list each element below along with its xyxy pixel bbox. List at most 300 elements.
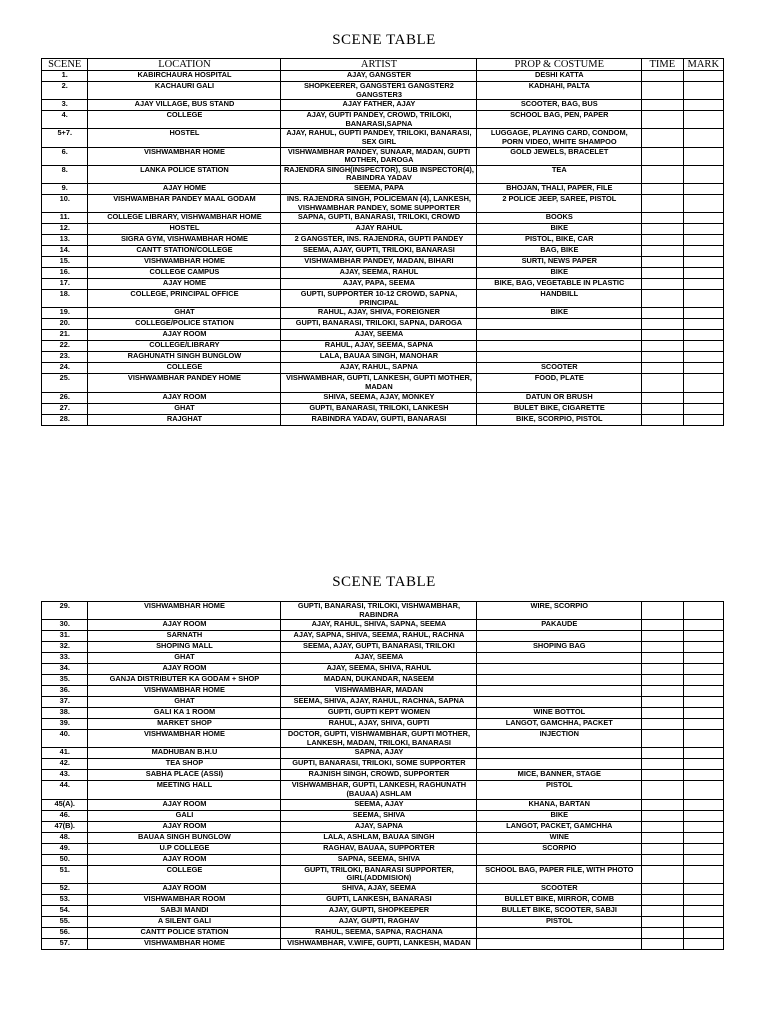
prop-costume-cell (477, 759, 642, 770)
location-cell: SABHA PLACE (ASSI) (88, 770, 281, 781)
artist-cell: INS. RAJENDRA SINGH, POLICEMAN (4), LANKESH, VISHWAMBHAR PANDEY, SOME SUPPORTER (281, 194, 477, 212)
location-cell: COLLEGE (88, 363, 281, 374)
prop-costume-cell: BULLET BIKE, MIRROR, COMB (477, 894, 642, 905)
location-cell: CANTT STATION/COLLEGE (88, 246, 281, 257)
time-cell (642, 810, 683, 821)
mark-cell (683, 843, 723, 854)
artist-cell: VISHWAMBHAR PANDEY, SUNAAR, MADAN, GUPTI MOTHER, DAROGA (281, 147, 477, 165)
location-cell: HOSTEL (88, 129, 281, 147)
prop-costume-cell: BIKE, BAG, VEGETABLE IN PLASTIC (477, 279, 642, 290)
prop-costume-cell (477, 631, 642, 642)
table-row (42, 810, 724, 821)
location-cell: COLLEGE LIBRARY, VISHWAMBHAR HOME (88, 213, 281, 224)
mark-cell (683, 642, 723, 653)
scene-number-cell: 34. (42, 664, 88, 675)
time-cell (642, 620, 683, 631)
table-row (42, 71, 724, 82)
time-cell (642, 246, 683, 257)
table-row (42, 854, 724, 865)
location-cell: VISHWAMBHAR HOME (88, 257, 281, 268)
mark-cell (683, 279, 723, 290)
scene-number-cell: 57. (42, 938, 88, 949)
time-cell (642, 403, 683, 414)
table-row (42, 183, 724, 194)
time-cell (642, 730, 683, 748)
prop-costume-cell: SCHOOL BAG, PEN, PAPER (477, 111, 642, 129)
artist-cell: AJAY, SEEMA (281, 653, 477, 664)
location-cell: AJAY ROOM (88, 854, 281, 865)
mark-cell (683, 854, 723, 865)
mark-cell (683, 883, 723, 894)
mark-cell (683, 392, 723, 403)
artist-cell: AJAY, GUPTI, RAGHAV (281, 916, 477, 927)
location-cell: KACHAURI GALI (88, 82, 281, 100)
table-row (42, 147, 724, 165)
scene-number-cell: 27. (42, 403, 88, 414)
location-cell: SARNATH (88, 631, 281, 642)
prop-costume-cell: SHOPING BAG (477, 642, 642, 653)
mark-cell (683, 927, 723, 938)
scene-number-cell: 9. (42, 183, 88, 194)
prop-costume-cell (477, 352, 642, 363)
artist-cell: RABINDRA YADAV, GUPTI, BANARASI (281, 414, 477, 425)
location-cell: TEA SHOP (88, 759, 281, 770)
mark-cell (683, 82, 723, 100)
scene-number-cell: 39. (42, 719, 88, 730)
table-row (42, 620, 724, 631)
artist-cell: AJAY, SEEMA (281, 330, 477, 341)
table-row (42, 894, 724, 905)
table-row (42, 770, 724, 781)
time-cell (642, 821, 683, 832)
location-cell: VISHWAMBHAR HOME (88, 938, 281, 949)
table-row (42, 129, 724, 147)
prop-costume-cell (477, 675, 642, 686)
table-row (42, 938, 724, 949)
table-row (42, 341, 724, 352)
time-cell (642, 224, 683, 235)
scene-number-cell: 22. (42, 341, 88, 352)
scene-number-cell: 50. (42, 854, 88, 865)
time-cell (642, 414, 683, 425)
table-row (42, 631, 724, 642)
scene-number-cell: 16. (42, 268, 88, 279)
location-cell: VISHWAMBHAR ROOM (88, 894, 281, 905)
artist-cell: RAGHAV, BAUAA, SUPPORTER (281, 843, 477, 854)
mark-cell (683, 363, 723, 374)
scene-number-cell: 5+7. (42, 129, 88, 147)
time-cell (642, 111, 683, 129)
artist-cell: DOCTOR, GUPTI, VISHWAMBHAR, GUPTI MOTHER, LANKESH, MADAN, TRILOKI, BANARASI (281, 730, 477, 748)
artist-cell: AJAY, SAPNA (281, 821, 477, 832)
artist-cell: AJAY, GUPTI, SHOPKEEPER (281, 905, 477, 916)
scene-number-cell: 13. (42, 235, 88, 246)
table-row (42, 708, 724, 719)
artist-cell: AJAY, PAPA, SEEMA (281, 279, 477, 290)
mark-cell (683, 165, 723, 183)
table-row (42, 111, 724, 129)
scene-number-cell: 37. (42, 697, 88, 708)
prop-costume-cell: MICE, BANNER, STAGE (477, 770, 642, 781)
table-row (42, 916, 724, 927)
table-row (42, 799, 724, 810)
mark-cell (683, 374, 723, 392)
mark-cell (683, 268, 723, 279)
scene-number-cell: 8. (42, 165, 88, 183)
scene-number-cell: 45(A). (42, 799, 88, 810)
artist-cell: VISHWAMBHAR, V.WIFE, GUPTI, LANKESH, MADAN (281, 938, 477, 949)
time-cell (642, 927, 683, 938)
artist-cell: VISHWAMBHAR, MADAN (281, 686, 477, 697)
scene-number-cell: 56. (42, 927, 88, 938)
artist-cell: RAJNISH SINGH, CROWD, SUPPORTER (281, 770, 477, 781)
mark-cell (683, 686, 723, 697)
mark-cell (683, 352, 723, 363)
scene-number-cell: 32. (42, 642, 88, 653)
scene-number-cell: 24. (42, 363, 88, 374)
table-row (42, 664, 724, 675)
scene-number-cell: 28. (42, 414, 88, 425)
artist-cell: VISHWAMBHAR PANDEY, MADAN, BIHARI (281, 257, 477, 268)
prop-costume-cell: LANGOT, GAMCHHA, PACKET (477, 719, 642, 730)
table-row (42, 319, 724, 330)
scene-number-cell: 44. (42, 781, 88, 799)
table-row (42, 308, 724, 319)
scene-table (41, 601, 724, 950)
header-mark: MARK (683, 59, 723, 71)
header-scene: SCENE (42, 59, 88, 71)
location-cell: VISHWAMBHAR PANDEY HOME (88, 374, 281, 392)
time-cell (642, 905, 683, 916)
scene-number-cell: 52. (42, 883, 88, 894)
artist-cell: SEEMA, AJAY (281, 799, 477, 810)
time-cell (642, 374, 683, 392)
mark-cell (683, 257, 723, 268)
mark-cell (683, 341, 723, 352)
scene-number-cell: 18. (42, 290, 88, 308)
scene-number-cell: 21. (42, 330, 88, 341)
time-cell (642, 938, 683, 949)
time-cell (642, 100, 683, 111)
location-cell: SHOPING MALL (88, 642, 281, 653)
mark-cell (683, 183, 723, 194)
prop-costume-cell: LUGGAGE, PLAYING CARD, CONDOM, PORN VIDEO, WHITE SHAMPOO (477, 129, 642, 147)
time-cell (642, 330, 683, 341)
table-row (42, 268, 724, 279)
header-time: TIME (642, 59, 683, 71)
artist-cell: LALA, ASHLAM, BAUAA SINGH (281, 832, 477, 843)
artist-cell: GUPTI, GUPTI KEPT WOMEN (281, 708, 477, 719)
prop-costume-cell: BAG, BIKE (477, 246, 642, 257)
mark-cell (683, 781, 723, 799)
artist-cell: RAHUL, AJAY, SEEMA, SAPNA (281, 341, 477, 352)
location-cell: AJAY ROOM (88, 330, 281, 341)
mark-cell (683, 759, 723, 770)
location-cell: GHAT (88, 403, 281, 414)
scene-number-cell: 55. (42, 916, 88, 927)
artist-cell: GUPTI, BANARASI, TRILOKI, VISHWAMBHAR, RABINDRA (281, 602, 477, 620)
table-row (42, 392, 724, 403)
mark-cell (683, 894, 723, 905)
artist-cell: AJAY, GUPTI PANDEY, CROWD, TRILOKI, BANARASI,SAPNA (281, 111, 477, 129)
time-cell (642, 708, 683, 719)
location-cell: AJAY ROOM (88, 620, 281, 631)
prop-costume-cell: SURTI, NEWS PAPER (477, 257, 642, 268)
mark-cell (683, 602, 723, 620)
scene-number-cell: 51. (42, 865, 88, 883)
scene-number-cell: 4. (42, 111, 88, 129)
mark-cell (683, 330, 723, 341)
prop-costume-cell (477, 664, 642, 675)
mark-cell (683, 111, 723, 129)
table-row (42, 686, 724, 697)
prop-costume-cell (477, 748, 642, 759)
time-cell (642, 799, 683, 810)
location-cell: VISHWAMBHAR HOME (88, 147, 281, 165)
artist-cell: GUPTI, TRILOKI, BANARASI SUPPORTER, GIRL(ADDMISION) (281, 865, 477, 883)
scene-number-cell: 35. (42, 675, 88, 686)
time-cell (642, 257, 683, 268)
mark-cell (683, 905, 723, 916)
prop-costume-cell: PISTOL, BIKE, CAR (477, 235, 642, 246)
artist-cell: SEEMA, AJAY, GUPTI, BANARASI, TRILOKI (281, 642, 477, 653)
prop-costume-cell: TEA (477, 165, 642, 183)
location-cell: COLLEGE (88, 111, 281, 129)
time-cell (642, 268, 683, 279)
artist-cell: SHIVA, SEEMA, AJAY, MONKEY (281, 392, 477, 403)
prop-costume-cell (477, 653, 642, 664)
table-row (42, 279, 724, 290)
location-cell: COLLEGE (88, 865, 281, 883)
artist-cell: AJAY, RAHUL, GUPTI PANDEY, TRILOKI, BANARASI, SEX GIRL (281, 129, 477, 147)
location-cell: AJAY ROOM (88, 799, 281, 810)
time-cell (642, 341, 683, 352)
table-row (42, 642, 724, 653)
table-row (42, 602, 724, 620)
table-row (42, 165, 724, 183)
table-row (42, 374, 724, 392)
prop-costume-cell: SCHOOL BAG, PAPER FILE, WITH PHOTO (477, 865, 642, 883)
scene-number-cell: 10. (42, 194, 88, 212)
prop-costume-cell: KADHAHI, PALTA (477, 82, 642, 100)
location-cell: MARKET SHOP (88, 719, 281, 730)
location-cell: AJAY HOME (88, 279, 281, 290)
time-cell (642, 832, 683, 843)
prop-costume-cell: BIKE (477, 268, 642, 279)
location-cell: RAJGHAT (88, 414, 281, 425)
location-cell: GALI (88, 810, 281, 821)
artist-cell: GUPTI, BANARASI, TRILOKI, SAPNA, DAROGA (281, 319, 477, 330)
mark-cell (683, 708, 723, 719)
mark-cell (683, 319, 723, 330)
artist-cell: RAHUL, AJAY, SHIVA, FOREIGNER (281, 308, 477, 319)
location-cell: KABIRCHAURA HOSPITAL (88, 71, 281, 82)
location-cell: GHAT (88, 308, 281, 319)
mark-cell (683, 799, 723, 810)
header-location: LOCATION (88, 59, 281, 71)
scene-number-cell: 43. (42, 770, 88, 781)
location-cell: SIGRA GYM, VISHWAMBHAR HOME (88, 235, 281, 246)
table-row (42, 832, 724, 843)
scene-number-cell: 47(B). (42, 821, 88, 832)
scene-number-cell: 14. (42, 246, 88, 257)
location-cell: VISHWAMBHAR HOME (88, 730, 281, 748)
artist-cell: LALA, BAUAA SINGH, MANOHAR (281, 352, 477, 363)
scene-number-cell: 17. (42, 279, 88, 290)
prop-costume-cell: BIKE, SCORPIO, PISTOL (477, 414, 642, 425)
prop-costume-cell: 2 POLICE JEEP, SAREE, PISTOL (477, 194, 642, 212)
artist-cell: RAJENDRA SINGH(INSPECTOR), SUB INSPECTOR(4), RABINDRA YADAV (281, 165, 477, 183)
location-cell: MADHUBAN B.H.U (88, 748, 281, 759)
prop-costume-cell: SCOOTER, BAG, BUS (477, 100, 642, 111)
mark-cell (683, 653, 723, 664)
mark-cell (683, 730, 723, 748)
scene-number-cell: 29. (42, 602, 88, 620)
mark-cell (683, 224, 723, 235)
mark-cell (683, 770, 723, 781)
artist-cell: SEEMA, PAPA (281, 183, 477, 194)
prop-costume-cell: WINE BOTTOL (477, 708, 642, 719)
time-cell (642, 71, 683, 82)
location-cell: COLLEGE/LIBRARY (88, 341, 281, 352)
mark-cell (683, 308, 723, 319)
prop-costume-cell: BIKE (477, 308, 642, 319)
location-cell: RAGHUNATH SINGH BUNGLOW (88, 352, 281, 363)
time-cell (642, 653, 683, 664)
location-cell: GHAT (88, 653, 281, 664)
mark-cell (683, 664, 723, 675)
artist-cell: AJAY FATHER, AJAY (281, 100, 477, 111)
prop-costume-cell: BOOKS (477, 213, 642, 224)
prop-costume-cell: LANGOT, PACKET, GAMCHHA (477, 821, 642, 832)
time-cell (642, 916, 683, 927)
scene-number-cell: 3. (42, 100, 88, 111)
location-cell: AJAY ROOM (88, 821, 281, 832)
page-title: SCENE TABLE (332, 574, 436, 590)
time-cell (642, 194, 683, 212)
location-cell: GANJA DISTRIBUTER KA GODAM + SHOP (88, 675, 281, 686)
time-cell (642, 631, 683, 642)
mark-cell (683, 832, 723, 843)
time-cell (642, 719, 683, 730)
artist-cell: SAPNA, GUPTI, BANARASI, TRILOKI, CROWD (281, 213, 477, 224)
artist-cell: GUPTI, BANARASI, TRILOKI, SOME SUPPORTER (281, 759, 477, 770)
header-artist: ARTIST (281, 59, 477, 71)
time-cell (642, 759, 683, 770)
time-cell (642, 854, 683, 865)
time-cell (642, 82, 683, 100)
scene-number-cell: 31. (42, 631, 88, 642)
prop-costume-cell: DATUN OR BRUSH (477, 392, 642, 403)
table-row (42, 403, 724, 414)
artist-cell: AJAY, SEEMA, SHIVA, RAHUL (281, 664, 477, 675)
time-cell (642, 843, 683, 854)
mark-cell (683, 235, 723, 246)
table-header-row (42, 59, 724, 71)
scene-table (41, 58, 724, 426)
prop-costume-cell (477, 330, 642, 341)
mark-cell (683, 916, 723, 927)
location-cell: AJAY HOME (88, 183, 281, 194)
scene-number-cell: 26. (42, 392, 88, 403)
table-row (42, 821, 724, 832)
time-cell (642, 392, 683, 403)
time-cell (642, 213, 683, 224)
scene-number-cell: 33. (42, 653, 88, 664)
artist-cell: 2 GANGSTER, INS. RAJENDRA, GUPTI PANDEY (281, 235, 477, 246)
scene-number-cell: 42. (42, 759, 88, 770)
table-row (42, 730, 724, 748)
page-title: SCENE TABLE (332, 32, 436, 48)
location-cell: AJAY ROOM (88, 392, 281, 403)
prop-costume-cell: FOOD, PLATE (477, 374, 642, 392)
table-row (42, 82, 724, 100)
table-row (42, 330, 724, 341)
time-cell (642, 183, 683, 194)
artist-cell: MADAN, DUKANDAR, NASEEM (281, 675, 477, 686)
table-row (42, 905, 724, 916)
mark-cell (683, 100, 723, 111)
prop-costume-cell (477, 319, 642, 330)
time-cell (642, 308, 683, 319)
time-cell (642, 279, 683, 290)
time-cell (642, 319, 683, 330)
table-row (42, 224, 724, 235)
scene-number-cell: 25. (42, 374, 88, 392)
mark-cell (683, 631, 723, 642)
table-row (42, 257, 724, 268)
time-cell (642, 686, 683, 697)
mark-cell (683, 246, 723, 257)
prop-costume-cell: BIKE (477, 810, 642, 821)
scene-number-cell: 12. (42, 224, 88, 235)
prop-costume-cell: WINE (477, 832, 642, 843)
table-row (42, 748, 724, 759)
artist-cell: VISHWAMBHAR, GUPTI, LANKESH, GUPTI MOTHER, MADAN (281, 374, 477, 392)
prop-costume-cell: PAKAUDE (477, 620, 642, 631)
location-cell: VISHWAMBHAR PANDEY MAAL GODAM (88, 194, 281, 212)
mark-cell (683, 865, 723, 883)
artist-cell: SAPNA, AJAY (281, 748, 477, 759)
mark-cell (683, 697, 723, 708)
location-cell: SABJI MANDI (88, 905, 281, 916)
time-cell (642, 894, 683, 905)
scene-number-cell: 20. (42, 319, 88, 330)
artist-cell: SEEMA, SHIVA (281, 810, 477, 821)
prop-costume-cell: BHOJAN, THALI, PAPER, FILE (477, 183, 642, 194)
table-row (42, 927, 724, 938)
scene-number-cell: 2. (42, 82, 88, 100)
scene-number-cell: 41. (42, 748, 88, 759)
scene-number-cell: 1. (42, 71, 88, 82)
artist-cell: SEEMA, AJAY, GUPTI, TRILOKI, BANARASI (281, 246, 477, 257)
mark-cell (683, 810, 723, 821)
prop-costume-cell (477, 341, 642, 352)
location-cell: AJAY ROOM (88, 883, 281, 894)
location-cell: COLLEGE, PRINCIPAL OFFICE (88, 290, 281, 308)
prop-costume-cell: GOLD JEWELS, BRACELET (477, 147, 642, 165)
scene-number-cell: 49. (42, 843, 88, 854)
mark-cell (683, 290, 723, 308)
scene-number-cell: 30. (42, 620, 88, 631)
prop-costume-cell: KHANA, BARTAN (477, 799, 642, 810)
location-cell: A SILENT GALI (88, 916, 281, 927)
mark-cell (683, 403, 723, 414)
artist-cell: SHOPKEERER, GANGSTER1 GANGSTER2 GANGSTER3 (281, 82, 477, 100)
artist-cell: VISHWAMBHAR, GUPTI, LANKESH, RAGHUNATH (BAUAA) ASHLAM (281, 781, 477, 799)
location-cell: VISHWAMBHAR HOME (88, 686, 281, 697)
mark-cell (683, 620, 723, 631)
